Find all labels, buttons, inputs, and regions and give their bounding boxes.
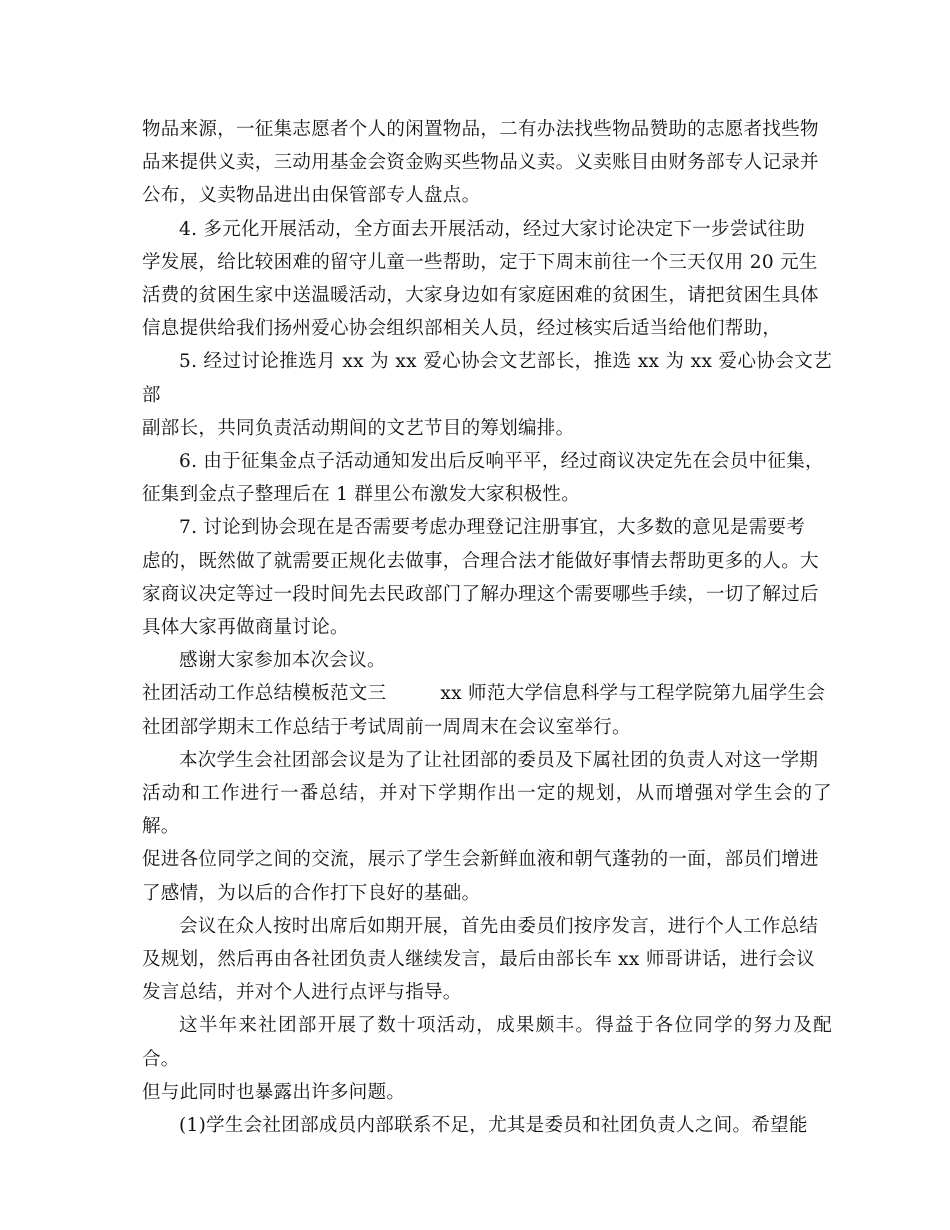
text-line: 本次学生会社团部会议是为了让社团部的委员及下属社团的负责人对这一学期 — [179, 749, 819, 771]
text-line: 物品来源，一征集志愿者个人的闲置物品，二有办法找些物品赞助的志愿者找些物 — [142, 119, 819, 140]
text-line: 5. 经过讨论推选月 xx 为 xx 爱心协会文艺部长，推选 xx 为 xx 爱心协会文艺部 — [142, 351, 832, 406]
text-line: 活费的贫困生家中送温暖活动，大家身边如有家庭困难的贫困生，请把贫困生具体 — [142, 285, 819, 307]
text-line: 活动和工作进行一番总结，并对下学期作出一定的规划，从而增强对学生会的了解。 — [142, 783, 832, 838]
paragraph-meeting-purpose — [142, 744, 832, 910]
text-line: 但与此同时也暴露出许多问题。 — [142, 1081, 406, 1103]
text-line: 这半年来社团部开展了数十项活动，成果颇丰。得益于各位同学的努力及配合。 — [142, 1015, 832, 1070]
document-body — [142, 113, 832, 1142]
section-heading-line — [142, 677, 832, 710]
section-heading: 社团活动工作总结模板范文三 — [142, 683, 387, 705]
text-line: 6. 由于征集金点子活动通知发出后反响平平，经过商议决定先在会员中征集， — [179, 451, 824, 473]
paragraph-item-6 — [142, 445, 832, 511]
text-line: 虑的，既然做了就需要正规化去做事，合理合法才能做好事情去帮助更多的人。大 — [142, 550, 819, 572]
paragraph-item-7 — [142, 511, 832, 644]
text-line: 公布，义卖物品进出由保管部专人盘点。 — [142, 185, 481, 207]
section-heading-rest: xx 师范大学信息科学与工程学院第九届学生会 — [440, 683, 826, 705]
paragraph-thanks — [142, 644, 832, 677]
paragraph-half-year — [142, 1009, 832, 1109]
text-line: 感谢大家参加本次会议。 — [179, 650, 386, 672]
text-line: 会议在众人按时出席后如期开展，首先由委员们按序发言，进行个人工作总结 — [179, 915, 819, 937]
text-line: 及规划，然后再由各社团负责人继续发言，最后由部长车 xx 师哥讲话，进行会议 — [142, 949, 816, 971]
text-line: 信息提供给我们扬州爱心协会组织部相关人员，经过核实后适当给他们帮助， — [142, 318, 782, 340]
text-line: 4. 多元化开展活动，全方面去开展活动，经过大家讨论决定下一步尝试往助 — [179, 218, 806, 240]
paragraph-item-sources — [142, 113, 832, 213]
text-line: 品来提供义卖，三动用基金会资金购买些物品义卖。义卖账目由财务部专人记录并 — [142, 152, 819, 174]
section-heading-paragraph — [142, 677, 832, 743]
text-line: 学发展，给比较困难的留守儿童一些帮助，定于下周末前往一个三天仅用 20 元生 — [142, 251, 818, 273]
text-line: 征集到金点子整理后在 1 群里公布激发大家积极性。 — [142, 484, 581, 506]
text-line: 具体大家再做商量讨论。 — [142, 617, 349, 639]
text-line: 社团部学期末工作总结于考试周前一周周末在会议室举行。 — [142, 716, 631, 738]
text-line: (1)学生会社团部成员内部联系不足，尤其是委员和社团负责人之间。希望能 — [179, 1115, 808, 1137]
paragraph-meeting-process — [142, 910, 832, 1010]
text-line: 了感情，为以后的合作打下良好的基础。 — [142, 882, 481, 904]
text-line: 发言总结，并对个人进行点评与指导。 — [142, 982, 462, 1004]
paragraph-item-4 — [142, 213, 832, 346]
text-line: 7. 讨论到协会现在是否需要考虑办理登记注册事宜，大多数的意见是需要考 — [179, 517, 806, 539]
text-line: 家商议决定等过一段时间先去民政部门了解办理这个需要哪些手续，一切了解过后 — [142, 583, 819, 605]
text-line: 副部长，共同负责活动期间的文艺节目的筹划编排。 — [142, 417, 575, 439]
paragraph-item-5 — [142, 345, 832, 445]
text-line: 促进各位同学之间的交流，展示了学生会新鲜血液和朝气蓬勃的一面，部员们增进 — [142, 849, 819, 871]
paragraph-problem-1 — [142, 1109, 832, 1142]
